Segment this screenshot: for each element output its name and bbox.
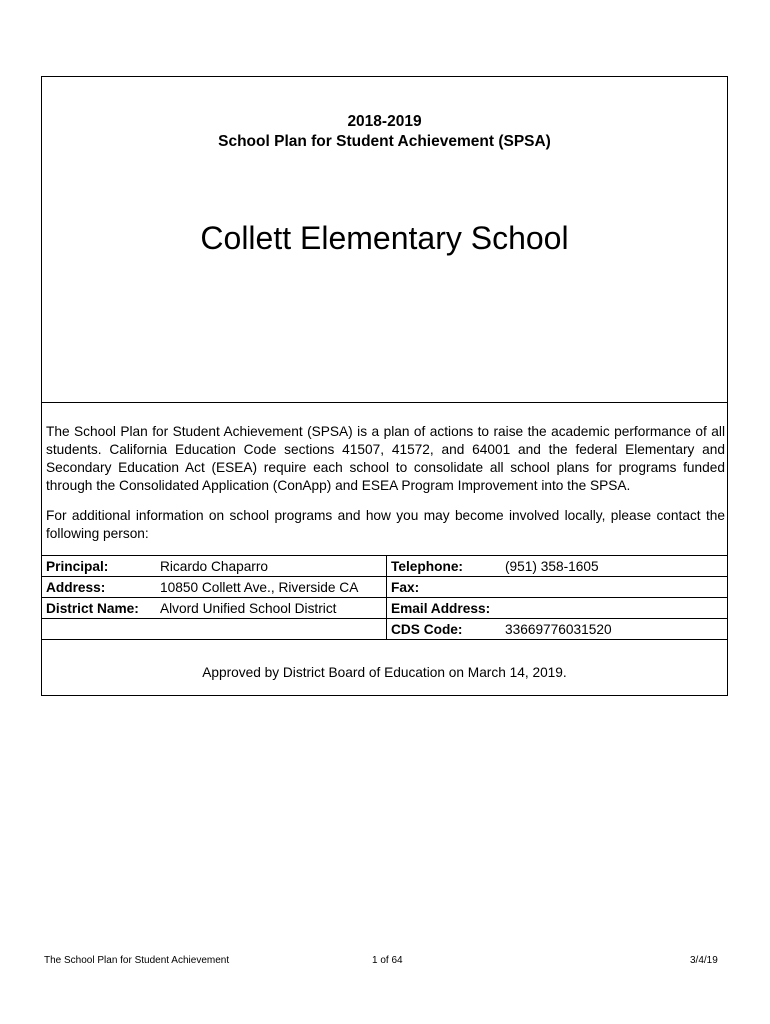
cover-frame bbox=[41, 76, 728, 696]
plan-year: 2018-2019 bbox=[347, 113, 422, 130]
footer-page-number: 1 of 64 bbox=[372, 955, 403, 966]
table-row bbox=[42, 619, 727, 640]
table-row bbox=[42, 577, 727, 598]
contact-instruction: For additional information on school programs and how you may become involved locally, please contact the following person: bbox=[46, 508, 725, 541]
empty-cell bbox=[42, 619, 156, 640]
telephone-value: (951) 358-1605 bbox=[501, 556, 727, 577]
address-value: 10850 Collett Ave., Riverside CA bbox=[156, 577, 387, 598]
school-name: Collett Elementary School bbox=[200, 220, 569, 256]
principal-label: Principal: bbox=[42, 556, 156, 577]
cds-label: CDS Code: bbox=[387, 619, 502, 640]
table-row bbox=[42, 556, 727, 577]
district-label: District Name: bbox=[42, 598, 156, 619]
email-label: Email Address: bbox=[387, 598, 502, 619]
footer-document-title: The School Plan for Student Achievement bbox=[44, 955, 230, 966]
cds-value: 33669776031520 bbox=[501, 619, 727, 640]
empty-cell bbox=[156, 619, 387, 640]
fax-label: Fax: bbox=[387, 577, 502, 598]
intro-paragraph: The School Plan for Student Achievement (SPSA) is a plan of actions to raise the academic performance of all students. California Education Code sections 41507, 41572, and 64001 and the federal Elementary and Secondary Education Act (ESEA) require each school to consolidate all school plans for programs funded through the Consolidated Application (ConApp) and ESEA Program Improvement into the SPSA. bbox=[46, 424, 725, 493]
fax-value bbox=[501, 577, 727, 598]
address-label: Address: bbox=[42, 577, 156, 598]
approval-statement: Approved by District Board of Education on March 14, 2019. bbox=[202, 665, 567, 680]
footer-date: 3/4/19 bbox=[690, 955, 718, 966]
title-section bbox=[42, 77, 727, 403]
table-row bbox=[42, 598, 727, 619]
district-value: Alvord Unified School District bbox=[156, 598, 387, 619]
telephone-label: Telephone: bbox=[387, 556, 502, 577]
principal-value: Ricardo Chaparro bbox=[156, 556, 387, 577]
plan-title: School Plan for Student Achievement (SPSA) bbox=[218, 133, 551, 150]
email-value bbox=[501, 598, 727, 619]
contact-table bbox=[42, 555, 727, 640]
